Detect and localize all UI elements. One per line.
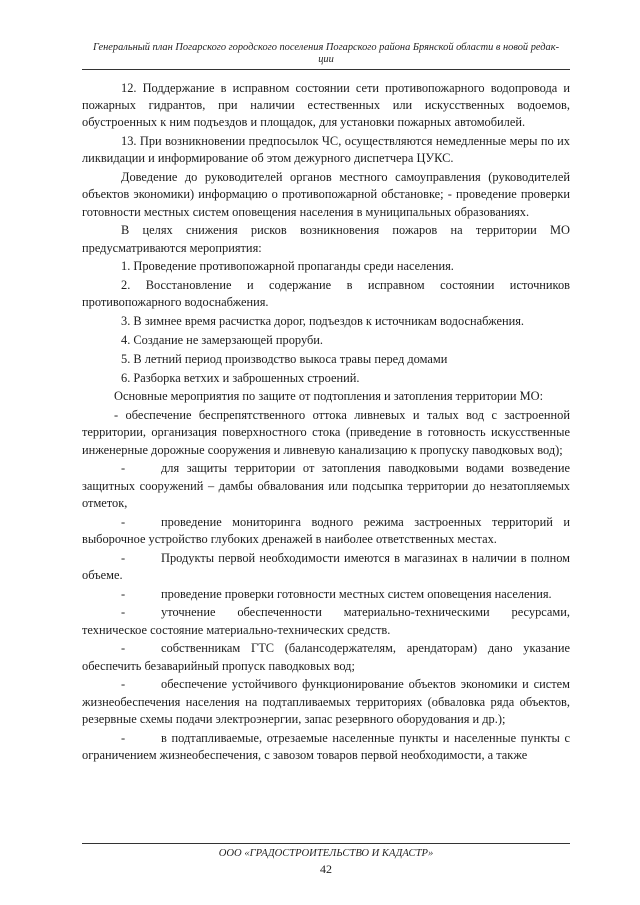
header-rule [82,69,570,70]
bullet-text: уточнение обеспеченности материально-техническими ресурсами, техническое состояние материально-технических средств. [82,605,570,637]
dash-marker: - [121,677,126,692]
dash-marker: - [121,514,126,529]
list-item-1: 1. Проведение противопожарной пропаганды среди населения. [121,259,454,274]
paragraph-leaders: Доведение до руководителей органов местного самоуправления (руководителей объектов экономики) информацию о противопожарной обстановке; - проведение проверки готовности местных систем оповещения населения в муниципальных образованиях. [82,170,570,219]
dash-marker: - [121,730,126,745]
list-item-5: 5. В летний период производство выкоса травы перед домами [121,351,448,366]
header-line-1: Генеральный план Погарского городского поселения Погарского района Брянской области в новой редак- [92,42,560,53]
bullet-item [82,514,570,548]
bullet-text: проведение проверки готовности местных систем оповещения населения. [161,586,552,601]
page-number: 42 [320,862,332,876]
list-item-6: 6. Разборка ветхих и заброшенных строений. [121,370,360,385]
footer-company: ООО «ГРАДОСТРОИТЕЛЬСТВО И КАДАСТР» [218,848,434,859]
bullet-text: для защиты территории от затопления паводковыми водами возведение защитных сооружений – дамбы обвалования или подсыпка территории до незатопляемых отметок, [82,461,570,510]
bullet-text: Продукты первой необходимости имеются в магазинах в наличии в полном объеме. [82,550,570,582]
bullet-text: собственникам ГТС (балансодержателям, арендаторам) дано указание обеспечить безаварийный пропуск паводковых вод; [82,641,570,673]
dash-marker: - [121,641,126,656]
bullet-text: в подтапливаемые, отрезаемые населенные пункты и населенные пункты с ограничением жизнеобеспечения, с завозом товаров первой необходимости, а также [82,730,570,762]
dash-marker: - [121,586,126,601]
list-item-4: 4. Создание не замерзающей проруби. [121,333,324,347]
paragraph-item-13: 13. При возникновении предпосылок ЧС, осуществляются немедленные меры по их ликвидации и информирование об этом дежурного диспетчера ЦУКС. [82,134,570,166]
dash-marker: - [121,605,126,620]
bullet-item [82,550,570,584]
bullet-item [82,676,570,728]
document-body [82,80,570,766]
paragraph-item-12: 12. Поддержание в исправном состоянии сети противопожарного водопровода и пожарных гидрантов, при наличии естественных или искусственных водоемов, обустроенных к ним подъездов и площадок, для установки пожарных автомобилей. [82,81,570,130]
bullet-item [82,640,570,674]
bullet-text: обеспечение устойчивого функционирование объектов экономики и систем жизнеобеспечения населения на подтапливаемых территориях (обваловка ряда объектов, резервные схемы подачи электроэнергии, запас резервного оборудования и др.); [82,677,570,726]
paragraph-flood-intro: Основные мероприятия по защите от подтопления и затопления территории МО: [114,389,544,404]
list-item-2: 2. Восстановление и содержание в исправном состоянии источников противопожарного водоснабжения. [82,278,570,310]
bullet-text: проведение мониторинга водного режима застроенных территорий и выборочное устройство глубоких дренажей в наиболее ответственных местах. [82,514,570,546]
dash-marker: - [121,461,126,476]
running-header [82,42,570,66]
dash-marker: - [121,550,126,565]
bullet-item [82,730,570,764]
paragraph-runoff: - обеспечение беспрепятственного оттока ливневых и талых вод с застроенной территории, организация поверхностного стока (приведение в готовность искусственные инженерные дорожные сооружения и ливневую канализацию к пропуску паводковых вод); [82,408,570,457]
paragraph-fire-measures-intro: В целях снижения рисков возникновения пожаров на территории МО предусматриваются мероприятия: [82,223,570,255]
footer-rule [82,843,570,844]
bullet-item [82,460,570,512]
bullet-item [82,586,570,603]
list-item-3: 3. В зимнее время расчистка дорог, подъездов к источникам водоснабжения. [121,314,525,329]
header-line-2: ции [318,54,334,65]
bullet-item [82,604,570,638]
